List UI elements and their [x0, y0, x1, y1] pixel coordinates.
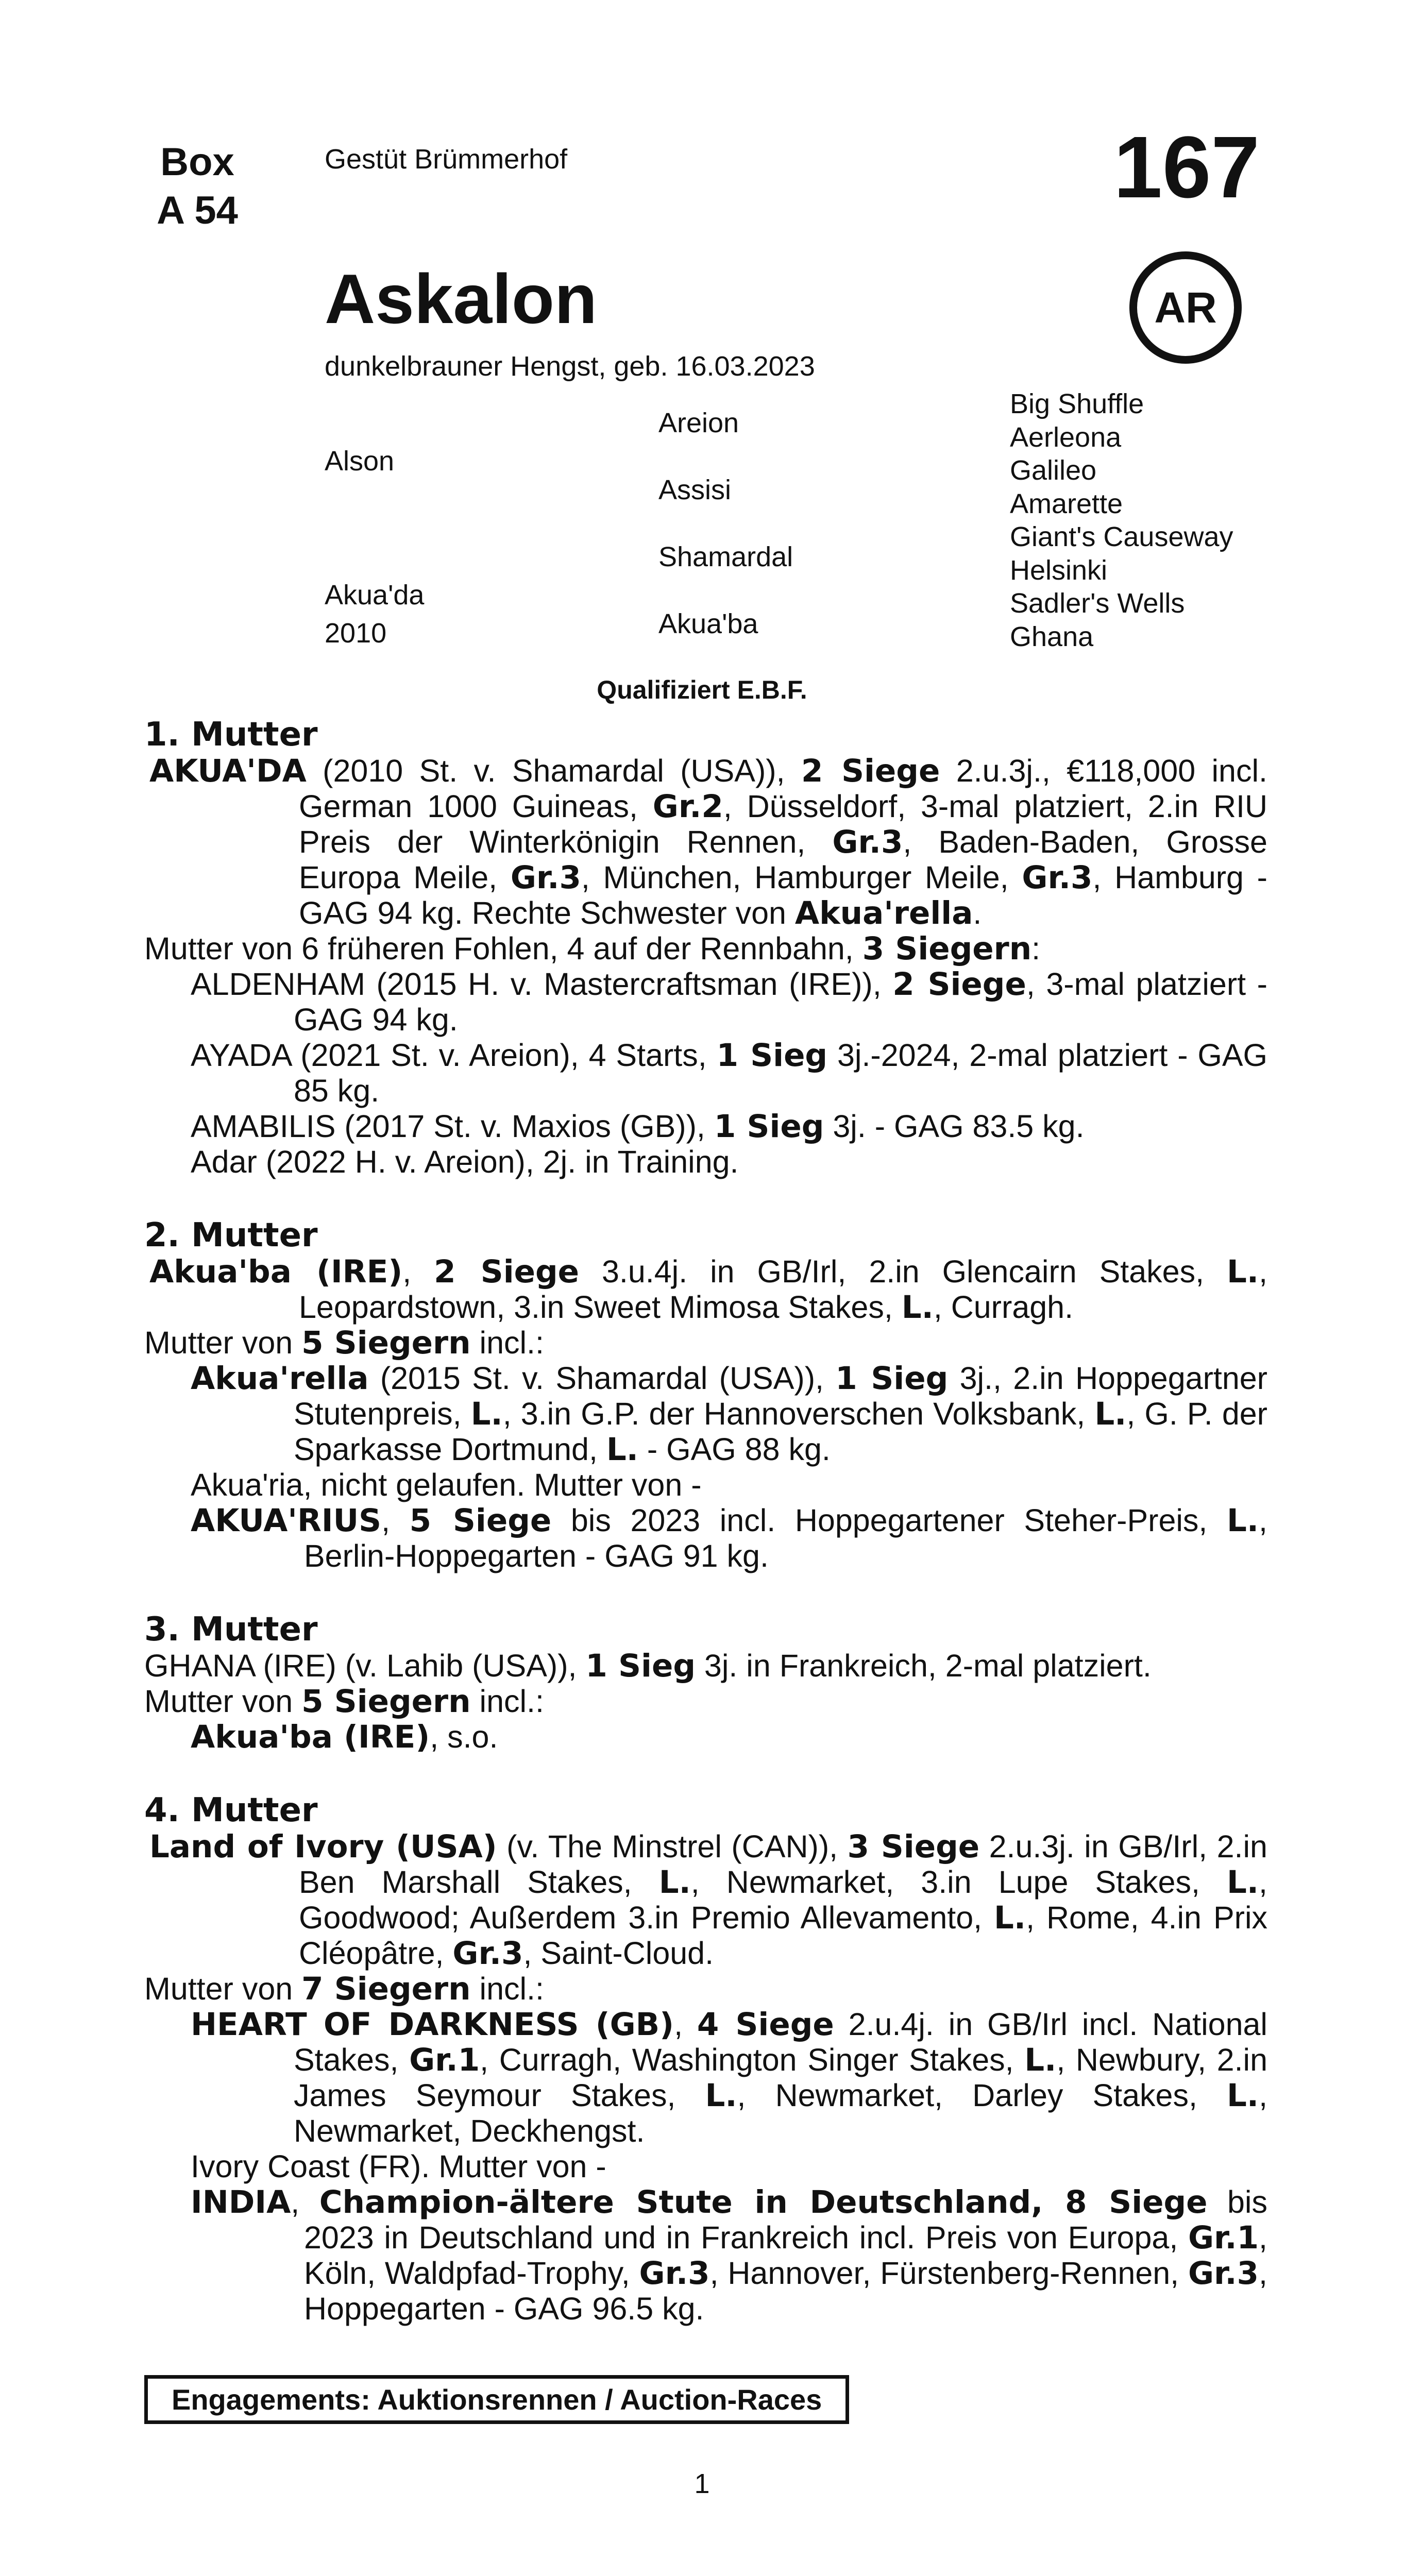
pedigree-gen3-item: Helsinki — [1010, 554, 1108, 586]
ar-badge — [1129, 251, 1242, 364]
pedigree-gen3-item: Aerleona — [1010, 421, 1122, 453]
fourth-dam-produce-line: Mutter von 7 Siegern incl.: — [144, 1971, 544, 2007]
pedigree-sire: Alson — [325, 446, 395, 477]
pedigree-gen2-item: Shamardal — [658, 541, 793, 572]
engagements-box — [144, 2375, 849, 2424]
horse-description: dunkelbrauner Hengst, geb. 16.03.2023 — [325, 351, 815, 382]
box-label: Box — [160, 140, 234, 184]
pedigree-gen2-item: Assisi — [658, 474, 732, 505]
offspring-entry: Akua'ria, nicht gelaufen. Mutter von - — [191, 1467, 702, 1502]
horse-name: Askalon — [325, 260, 598, 338]
stud-name: Gestüt Brümmerhof — [325, 144, 568, 175]
offspring-entry: ALDENHAM (2015 H. v. Mastercraftsman (IRE)), 2 Siege, 3-mal platziert - GAG 94 kg. — [191, 966, 1267, 1037]
pedigree-gen3-item: Ghana — [1010, 621, 1094, 652]
pedigree-dam-year: 2010 — [325, 618, 387, 649]
qualification: Qualifiziert E.B.F. — [597, 675, 807, 704]
dam-line-content — [144, 716, 1267, 2327]
pedigree-dam: Akua'da — [325, 580, 425, 611]
second-dam-produce-line: Mutter von 5 Siegern incl.: — [144, 1325, 544, 1361]
offspring-entry: Akua'rella (2015 St. v. Shamardal (USA)), 1 Sieg 3j., 2.in Hoppegartner Stutenpreis, L., 3.in G.P. der Hannoverschen Volksbank, L., G. P. der Sparkasse Dortmund, L. - GAG 88 kg. — [191, 1360, 1267, 1468]
grand-offspring-entry: INDIA, Champion-ältere Stute in Deutschland, 8 Siege bis 2023 in Deutschland und in Frankreich incl. Preis von Europa, Gr.1, Köln, Waldpfad-Trophy, Gr.3, Hannover, Fürstenberg-Rennen, Gr.3, Hoppegarten - GAG 96.5 kg. — [191, 2184, 1267, 2326]
third-dam-produce-line: Mutter von 5 Siegern incl.: — [144, 1683, 544, 1720]
offspring-entry: Ivory Coast (FR). Mutter von - — [191, 2149, 606, 2184]
lot-number: 167 — [1113, 118, 1260, 216]
offspring-entry: HEART OF DARKNESS (GB), 4 Siege 2.u.4j. in GB/Irl incl. National Stakes, Gr.1, Curragh, Washington Singer Stakes, L., Newbury, 2.in James Seymour Stakes, L., Newmarket, Darley Stakes, L., Newmarket, Deckhengst. — [191, 2006, 1268, 2148]
page-number: 1 — [694, 2468, 710, 2499]
pedigree-gen3-item: Giant's Causeway — [1010, 521, 1233, 552]
fourth-dam-entry: Land of Ivory (USA) (v. The Minstrel (CAN)), 3 Siege 2.u.3j. in GB/Irl, 2.in Ben Marshall Stakes, L., Newmarket, 3.in Lupe Stakes, L., Goodwood; Außerdem 3.in Premio Allevamento, L., Rome, 4.in Prix Cléopâtre, Gr.3, Saint-Cloud. — [149, 1828, 1267, 1972]
pedigree-gen3-item: Sadler's Wells — [1010, 588, 1185, 619]
pedigree-gen2-item: Areion — [658, 408, 739, 438]
grand-offspring-entry: AKUA'RIUS, 5 Siege bis 2023 incl. Hoppegartener Steher-Preis, L., Berlin-Hoppegarten - GAG 91 kg. — [191, 1502, 1267, 1573]
third-dam-heading: 3. Mutter — [144, 1611, 318, 1649]
third-dam-entry: GHANA (IRE) (v. Lahib (USA)), 1 Sieg 3j. in Frankreich, 2-mal platziert. — [144, 1648, 1152, 1684]
box-label-block — [143, 138, 251, 235]
fourth-dam-heading: 4. Mutter — [144, 1791, 318, 1829]
first-dam-foals: Mutter von 6 früheren Fohlen, 4 auf der Rennbahn, 3 Siegern: — [144, 930, 1041, 967]
pedigree-gen3 — [1010, 387, 1233, 653]
second-dam-entry: Akua'ba (IRE), 2 Siege 3.u.4j. in GB/Irl, 2.in Glencairn Stakes, L., Leopardstown, 3.in Sweet Mimosa Stakes, L., Curragh. — [149, 1253, 1268, 1326]
first-dam-heading: 1. Mutter — [144, 716, 318, 754]
pedigree-gen3-item: Big Shuffle — [1010, 388, 1144, 419]
pedigree-gen3-item: Galileo — [1010, 455, 1097, 486]
ar-badge-label: AR — [1154, 283, 1217, 332]
offspring-entry: AMABILIS (2017 St. v. Maxios (GB)), 1 Sieg 3j. - GAG 83.5 kg. — [191, 1108, 1085, 1145]
second-dam-heading: 2. Mutter — [144, 1216, 318, 1255]
offspring-entry: Adar (2022 H. v. Areion), 2j. in Training. — [191, 1144, 739, 1179]
first-dam-entry: AKUA'DA (2010 St. v. Shamardal (USA)), 2 Siege 2.u.3j., €118,000 incl. German 1000 Guineas, Gr.2, Düsseldorf, 3-mal platziert, 2.in RIU Preis der Winterkönigin Rennen, Gr.3, Baden-Baden, Grosse Europa Meile, Gr.3, München, Hamburger Meile, Gr.3, Hamburg - GAG 94 kg. Rechte Schwester von Akua'rella. — [149, 753, 1268, 931]
box-number: A 54 — [157, 189, 238, 232]
pedigree-gen2-item: Akua'ba — [658, 608, 758, 639]
offspring-entry: AYADA (2021 St. v. Areion), 4 Starts, 1 Sieg 3j.-2024, 2-mal platziert - GAG 85 kg. — [191, 1037, 1267, 1108]
engagements-label: Engagements: Auktionsrennen / Auction-Races — [172, 2383, 822, 2416]
pedigree-gen3-item: Amarette — [1010, 488, 1123, 519]
offspring-entry: Akua'ba (IRE), s.o. — [191, 1719, 498, 1755]
